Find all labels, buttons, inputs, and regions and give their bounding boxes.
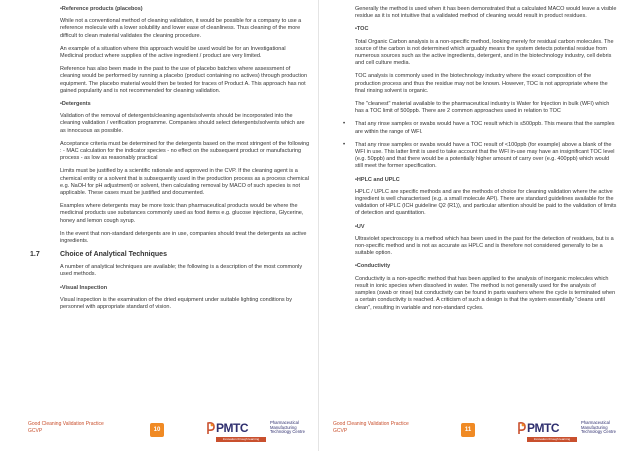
- detergents-heading: •Detergents: [60, 101, 91, 108]
- placebos-paragraph-2: An example of a situation where this approach would be used would be for an Investigational Medicinal product where supplies of the active ingredient / product are very limited.: [60, 45, 286, 60]
- page-number-badge: 10: [150, 423, 164, 437]
- toc-bullet-2-text: That any rinse samples or swabs would have a TOC result of <100ppb (for example) above a blank of the WFI in use. This latter limit is used to take account that the WFI in-use may have an insignificant TOC level (e.g. 50ppb) and that there would be a potentially higher amount of carry over (e.g. 400ppb) which would still meet the former specification.: [355, 141, 615, 170]
- toc-heading: •TOC: [355, 26, 369, 33]
- section-title: Choice of Analytical Techniques: [60, 251, 167, 259]
- left-column: [30, 6, 310, 317]
- footer-title: [333, 421, 409, 434]
- toc-paragraph-2: TOC analysis is commonly used in the biotechnology industry where the exact composition of the production process and thus the residue may not be known. However, TOC is not appropriate where the final rinsing solvent is organic.: [355, 73, 608, 94]
- footer-left: [0, 417, 318, 447]
- toc-bullet-2: [343, 141, 617, 171]
- footer-title-line-2: GCVP: [333, 427, 348, 434]
- page-number-badge: 11: [461, 423, 475, 437]
- pmtc-strip: Innovation through learning: [527, 437, 577, 442]
- pmtc-logo-mark-icon: [517, 421, 527, 435]
- uv-paragraph-1: Ultraviolet spectroscopy is a method which has been used in the past for the detection of residues, but is a non-specific method and is not as accurate as HPLC and is therefore not considered generally to be a suitable option.: [355, 235, 614, 257]
- toc-paragraph-3: The "cleanest" material available to the pharmaceutical industry is Water for Injection in bulk (WFI) which has a TOC limit of 500ppb. There are 2 common approaches used in relation to TOC: [355, 101, 610, 115]
- section-intro: A number of analytical techniques are available; the following is a description of the most commonly used methods.: [60, 264, 303, 278]
- detergents-paragraph-5: In the event that non-standard detergents are in use, companies should treat the detergents as active ingredients.: [60, 230, 307, 245]
- hplc-heading: •HPLC and UPLC: [355, 176, 400, 183]
- placebos-paragraph-3: Reference has also been made in the past to the use of placebo batches where assessment of cleaning would be performed by running a placebo (product containing no actives) through production equipment. The placebo material would then be tested for traces of Product A. This approach has not gained popularity and is not recommended for cleaning validation.: [60, 66, 308, 94]
- pmtc-strip: Innovation through learning: [216, 437, 266, 442]
- pmtc-tagline: Pharmaceutical Manufacturing Technology Centre: [270, 420, 305, 435]
- footer-title: [28, 421, 104, 434]
- toc-paragraph-1: Total Organic Carbon analysis is a non-specific method, looking merely for residual carbon molecules. The source of the carbon is not determined which arguably means the system detects potential residue from numerous sources such as the active ingredients, detergent, and in the biotechnology industry, cell debris and cell culture media.: [355, 38, 614, 67]
- detergents-paragraph-2: Acceptance criteria must be determined for the detergents based on the most stringent of the following : - MAC calculation for the indicator species - no effect on the subsequent product or manufacturing process - as low as reasonably practical: [60, 140, 310, 162]
- toc-bullet-1: [343, 121, 617, 135]
- detergents-paragraph-3: Limits must be justified by a scientific rationale and approved in the CVP. If the cleaning agent is a chemical entity or a solvent that is subsequently used in the production process as a process chemical e.g. NaOH for pH adjustment) or solvent, then calculating removal by MACO of such species is not applicable. These cases must be justified and documented.: [60, 168, 309, 197]
- section-number: 1.7: [30, 251, 40, 259]
- pmtc-logo: [206, 419, 316, 445]
- page-right: [319, 0, 638, 451]
- detergents-paragraph-4: Examples where detergents may be more toxic than pharmaceutical products would be where the medicinal products use substances commonly used as food items e.g. glucose injections, Glycerine, honey and lemon cough syrup.: [60, 203, 304, 224]
- right-column: [343, 6, 617, 318]
- bullet-icon: •: [343, 141, 346, 148]
- conductivity-paragraph-1: Conductivity is a non-specific method that has been applied to the analysis of inorganic molecules which result in ionic species when dissolved in water. The method is not generally used for the analysis of samples (swab or rinse) but conductivity can be found in parts washers where the cycle is terminated when a certain conductivity is reached. A criticism of such a design is that the system essentially "cleans until clean", resulting in variable and non-standard cycles.: [355, 275, 616, 311]
- conductivity-heading: •Conductivity: [355, 263, 391, 270]
- visual-heading: •Visual Inspection: [60, 284, 108, 291]
- section-heading: [30, 251, 310, 259]
- pmtc-wordmark: PMTC: [527, 421, 559, 435]
- pmtc-wordmark: PMTC: [216, 421, 248, 435]
- toc-bullet-1-text: That any rinse samples or swabs would have a TOC result which is ≤500ppb. This means that the samples are within the range of WFI.: [355, 121, 615, 135]
- footer-right: [319, 417, 638, 447]
- footer-title-line-1: Good Cleaning Validation Practice: [333, 421, 409, 427]
- intro-paragraph: Generally the method is used when it has been demonstrated that a calculated MACO would leave a visible residue as it is not intuitive that a validated method of cleaning would result in product residues.: [355, 6, 617, 20]
- footer-title-line-1: Good Cleaning Validation Practice: [28, 421, 104, 427]
- footer-title-line-2: GCVP: [28, 427, 43, 434]
- pmtc-logo: [517, 419, 627, 445]
- bullet-icon: •: [343, 121, 346, 128]
- hplc-paragraph-1: HPLC / UPLC are specific methods and are the methods of choice for cleaning validation where the active ingredient is well characterised (e.g. a small molecule API). There are standard guidelines available for the validation of HPLC (ICH guideline Q2 (R1)), and particular attention should be paid to the validation of limits of detection and quantitation.: [355, 188, 617, 217]
- pmtc-logo-mark-icon: [206, 421, 216, 435]
- placebos-heading: •Reference products (placebos): [60, 6, 143, 12]
- uv-heading: •UV: [355, 223, 365, 230]
- detergents-paragraph-1: Validation of the removal of detergents/cleaning agents/solvents should be incorporated into the cleaning validation / verification programme. Companies should select detergents/solvents which are as innocuous as possible.: [60, 113, 305, 134]
- pmtc-tagline: Pharmaceutical Manufacturing Technology Centre: [581, 420, 616, 435]
- visual-paragraph-1: Visual inspection is the examination of the dried equipment under suitable lighting conditions by personnel with appropriate standard of vision.: [60, 296, 292, 311]
- placebos-paragraph-1: While not a conventional method of cleaning validation, it would be possible for a company to use a reference molecule with a lower solubility and lower ease of cleanliness. Thus cleaning of the more difficult to clean material validates the cleaning procedure.: [60, 18, 302, 39]
